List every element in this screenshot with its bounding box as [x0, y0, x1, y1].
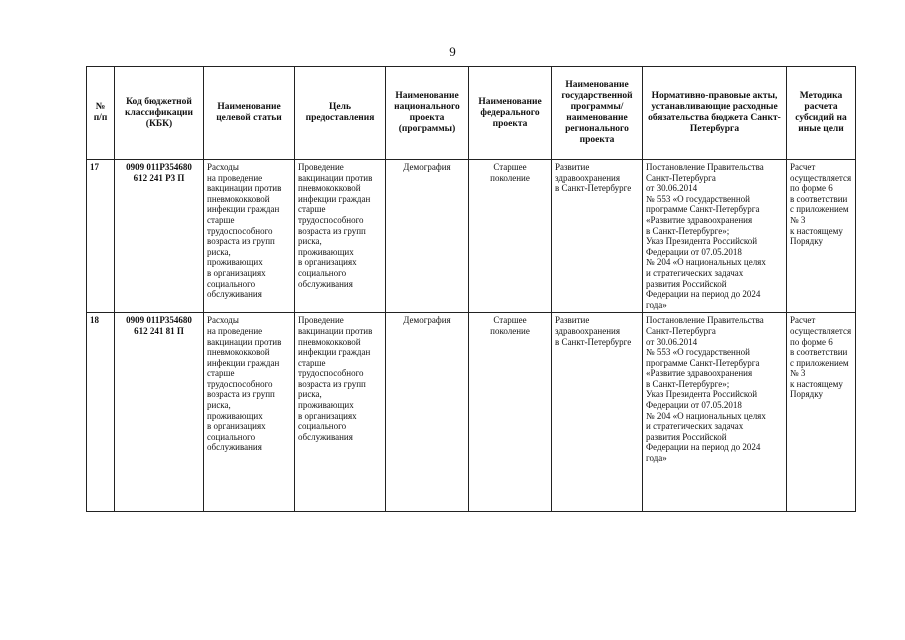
row-legal-acts: Постановление Правительства Санкт-Петербурга от 30.06.2014 № 553 «О государственной программе Санкт-Петербурга «Развитие здравоохранения в Санкт-Петербурге»; Указ Президента Российской Федерации от 07.05.2018 № 204 «О национальных целях и стратегических задачах развития Российской Федерации на период до 2024 года»: [643, 313, 787, 512]
row-method: Расчет осуществляется по форме 6 в соответствии с приложением № 3 к настоящему Порядку: [787, 160, 856, 313]
header-kbk: Код бюджетной классификации (КБК): [115, 67, 204, 160]
header-method: Методика расчета субсидий на иные цели: [787, 67, 856, 160]
header-national-project: Наименование национального проекта (программы): [386, 67, 469, 160]
table-row: [87, 160, 856, 313]
row-article: Расходы на проведение вакцинации против пневмококковой инфекции граждан старше трудоспособного возраста из групп риска, проживающих в организациях социального обслуживания: [204, 313, 295, 512]
row-federal-project: Старшее поколение: [469, 313, 552, 512]
subsidy-table: [86, 66, 856, 512]
row-legal-acts: Постановление Правительства Санкт-Петербурга от 30.06.2014 № 553 «О государственной программе Санкт-Петербурга «Развитие здравоохранения в Санкт-Петербурге»; Указ Президента Российской Федерации от 07.05.2018 № 204 «О национальных целях и стратегических задачах развития Российской Федерации на период до 2024 года»: [643, 160, 787, 313]
header-federal-project: Наименование федерального проекта: [469, 67, 552, 160]
header-num: № п/п: [87, 67, 115, 160]
row-method: Расчет осуществляется по форме 6 в соответствии с приложением № 3 к настоящему Порядку: [787, 313, 856, 512]
header-purpose: Цель предоставления: [295, 67, 386, 160]
table-row: [87, 313, 856, 512]
page-number: 9: [449, 44, 456, 59]
row-state-program: Развитие здравоохранения в Санкт-Петербурге: [552, 160, 643, 313]
row-federal-project: Старшее поколение: [469, 160, 552, 313]
row-national-project: Демография: [386, 160, 469, 313]
header-article: Наименование целевой статьи: [204, 67, 295, 160]
row-kbk: 0909 011P354680 612 241 81 П: [115, 313, 204, 512]
row-num: 18: [87, 313, 115, 512]
header-state-program: Наименование государственной программы/ наименование регионального проекта: [552, 67, 643, 160]
row-purpose: Проведение вакцинации против пневмококковой инфекции граждан старше трудоспособного возраста из групп риска, проживающих в организациях социального обслуживания: [295, 313, 386, 512]
row-state-program: Развитие здравоохранения в Санкт-Петербурге: [552, 313, 643, 512]
header-legal-acts: Нормативно-правовые акты, устанавливающие расходные обязательства бюджета Санкт-Петербурга: [643, 67, 787, 160]
row-article: Расходы на проведение вакцинации против пневмококковой инфекции граждан старше трудоспособного возраста из групп риска, проживающих в организациях социального обслуживания: [204, 160, 295, 313]
row-purpose: Проведение вакцинации против пневмококковой инфекции граждан старше трудоспособного возраста из групп риска, проживающих в организациях социального обслуживания: [295, 160, 386, 313]
table-header-row: [87, 67, 856, 160]
row-kbk: 0909 011P354680 612 241 Р3 П: [115, 160, 204, 313]
row-num: 17: [87, 160, 115, 313]
row-national-project: Демография: [386, 313, 469, 512]
